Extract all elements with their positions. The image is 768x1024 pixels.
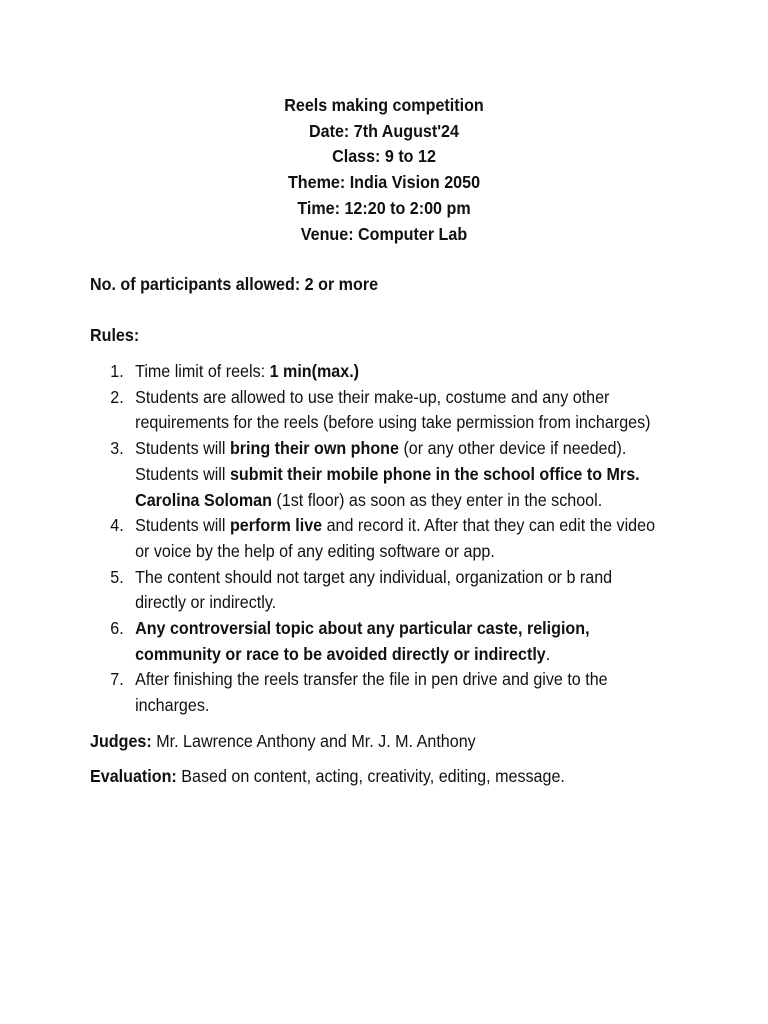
rule-item bbox=[90, 359, 679, 385]
rule-text: Students will bbox=[135, 515, 230, 536]
rule-text: (or any other device if needed). bbox=[398, 438, 627, 459]
event-theme: Theme: India Vision 2050 bbox=[287, 172, 481, 193]
rule-item bbox=[90, 385, 679, 436]
evaluation-value: Based on content, acting, creativity, editing, message. bbox=[176, 766, 565, 786]
evaluation-label: Evaluation: bbox=[90, 766, 177, 786]
event-title: Reels making competition bbox=[284, 95, 484, 115]
rule-item bbox=[90, 436, 679, 513]
rule-item bbox=[90, 565, 679, 616]
rule-number: 1. bbox=[110, 361, 124, 381]
rule-item bbox=[90, 667, 679, 718]
rule-number: 7. bbox=[110, 669, 124, 690]
rule-item bbox=[90, 616, 679, 667]
rule-emphasis: community or race to be avoided directly or indirectly bbox=[135, 643, 546, 664]
rule-text: After finishing the reels transfer the file in pen drive and give to the bbox=[135, 669, 608, 690]
rule-text: The content should not target any individual, organization or b rand bbox=[135, 566, 613, 587]
judges-line bbox=[90, 729, 642, 755]
rule-text: (1st floor) as soon as they enter in the school. bbox=[271, 489, 603, 510]
rule-number: 6. bbox=[110, 618, 124, 639]
rules-list bbox=[90, 359, 679, 719]
rules-heading: Rules: bbox=[90, 325, 140, 345]
rule-text: Time limit of reels: bbox=[135, 361, 270, 381]
judges-label: Judges: bbox=[90, 731, 152, 751]
rule-emphasis: perform live bbox=[229, 515, 323, 536]
rule-text: requirements for the reels (before using take permission from incharges) bbox=[135, 412, 651, 433]
evaluation-line bbox=[90, 764, 642, 790]
event-date: Date: 7th August'24 bbox=[309, 120, 459, 141]
rule-text: and record it. After that they can edit the video bbox=[322, 515, 656, 536]
rule-emphasis: Any controversial topic about any particular caste, religion, bbox=[135, 618, 590, 639]
rule-number: 4. bbox=[110, 515, 124, 536]
rule-text: or voice by the help of any editing software or app. bbox=[135, 540, 495, 561]
rule-emphasis: Carolina Soloman bbox=[135, 489, 272, 510]
rule-text: Students will bbox=[135, 438, 230, 459]
participants-allowed: No. of participants allowed: 2 or more bbox=[90, 274, 379, 294]
rule-number: 5. bbox=[110, 566, 124, 587]
rule-text: Students are allowed to use their make-up, costume and any other bbox=[135, 386, 610, 407]
event-time: Time: 12:20 to 2:00 pm bbox=[297, 197, 471, 218]
rule-text: . bbox=[545, 643, 551, 664]
rule-number: 3. bbox=[110, 438, 124, 459]
rule-emphasis: bring their own phone bbox=[229, 438, 399, 459]
rule-text: incharges. bbox=[135, 695, 210, 716]
rule-number: 2. bbox=[110, 386, 124, 407]
rule-text: directly or indirectly. bbox=[135, 592, 277, 613]
event-header bbox=[31, 93, 738, 247]
rule-emphasis: submit their mobile phone in the school office to Mrs. bbox=[229, 463, 640, 484]
judges-value: Mr. Lawrence Anthony and Mr. J. M. Anthony bbox=[151, 731, 476, 751]
rule-text: Students will bbox=[135, 463, 230, 484]
event-venue: Venue: Computer Lab bbox=[300, 223, 468, 244]
rule-emphasis: 1 min(max.) bbox=[269, 361, 360, 381]
rule-item bbox=[90, 513, 679, 564]
event-class: Class: 9 to 12 bbox=[332, 146, 436, 167]
